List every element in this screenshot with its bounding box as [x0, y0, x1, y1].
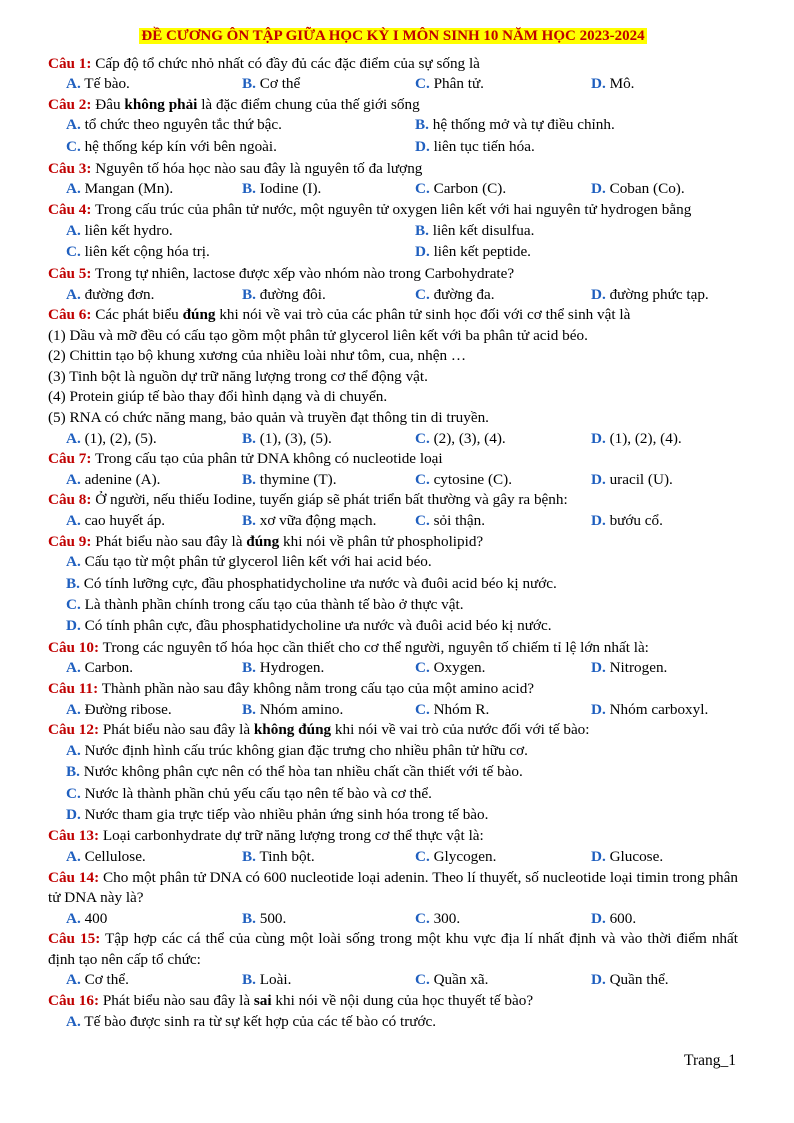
option-label: B. — [242, 75, 256, 93]
option-label: C. — [415, 180, 430, 198]
question-12: Câu 12: Phát biểu nào sau đây là không đúng khi nói về vai trò của nước đối với tế bào: — [48, 721, 590, 739]
options-row — [48, 511, 738, 532]
option-label: A. — [66, 116, 81, 134]
question-number: Câu 14: — [48, 868, 100, 886]
option-label: C. — [415, 429, 430, 447]
option-label: C. — [415, 285, 430, 303]
option-d: D. Có tính phân cực, đầu phosphatidycholine ưa nước và đuôi acid béo kị nước. — [66, 617, 552, 635]
question-11: Câu 11: Thành phần nào sau đây không nằm trong cấu tạo của một amino acid? — [48, 679, 535, 697]
question-number: Câu 4: — [48, 200, 92, 218]
option-label: A. — [66, 180, 81, 198]
options-row — [48, 909, 738, 930]
options-row — [48, 221, 738, 243]
option-b: B. hệ thống mở và tự điều chỉnh. — [415, 116, 615, 134]
option-label: B. — [242, 909, 256, 927]
question-number: Câu 1: — [48, 54, 92, 72]
option-d: D. Mô. — [591, 75, 635, 93]
option-label: C. — [415, 700, 430, 718]
option-d: D. Nhóm carboxyl. — [591, 700, 709, 718]
question-number: Câu 2: — [48, 95, 92, 113]
option-b: B. Iodine (I). — [242, 180, 322, 198]
option-label: B. — [242, 470, 256, 488]
option-a: A. Tế bào. — [66, 75, 130, 93]
option-label: D. — [591, 429, 606, 447]
statement-5: (5) RNA có chức năng mang, bảo quản và truyền đạt thông tin di truyền. — [48, 409, 489, 427]
option-label: D. — [591, 75, 606, 93]
option-label: B. — [242, 285, 256, 303]
question-1: Câu 1: Cấp độ tổ chức nhỏ nhất có đầy đủ các đặc điểm của sự sống là — [48, 54, 480, 72]
option-label: C. — [66, 138, 81, 156]
options-row — [48, 470, 738, 491]
question-14: Câu 14: Cho một phân tử DNA có 600 nucleotide loại adenin. Theo lí thuyết, số nucleotide loại timin trong phân tử DNA này là? — [48, 868, 738, 907]
option-a: A. Mangan (Mn). — [66, 180, 174, 198]
statement-1: (1) Dầu và mỡ đều có cấu tạo gồm một phân tử glycerol liên kết với ba phân tử acid béo. — [48, 326, 588, 344]
question-7: Câu 7: Trong cấu tạo của phân tử DNA không có nucleotide loại — [48, 450, 443, 468]
exam-page — [48, 26, 738, 1033]
option-label: A. — [66, 470, 81, 488]
option-label: B. — [66, 763, 80, 781]
question-number: Câu 9: — [48, 532, 92, 550]
option-a: A. Cơ thể. — [66, 971, 129, 989]
option-label: B. — [415, 116, 429, 134]
options-row — [48, 970, 738, 991]
option-label: A. — [66, 659, 81, 677]
option-label: C. — [415, 75, 430, 93]
option-c: C. Glycogen. — [415, 847, 497, 865]
option-c: C. (2), (3), (4). — [415, 429, 506, 447]
question-16: Câu 16: Phát biểu nào sau đây là sai khi nói về nội dung của học thuyết tế bào? — [48, 992, 534, 1010]
option-b: B. Loài. — [242, 971, 292, 989]
option-label: C. — [415, 512, 430, 530]
option-c: C. Là thành phần chính trong cấu tạo của thành tế bào ở thực vật. — [66, 596, 464, 613]
question-number: Câu 6: — [48, 306, 92, 324]
question-6: Câu 6: Các phát biểu đúng khi nói về vai trò của các phân tử sinh học đối với cơ thể sinh vật là — [48, 306, 631, 324]
option-label: D. — [415, 138, 430, 156]
option-a: A. liên kết hydro. — [66, 221, 173, 239]
option-c: C. sỏi thận. — [415, 512, 486, 530]
option-label: C. — [66, 596, 81, 613]
option-d: D. uracil (U). — [591, 470, 673, 488]
statement-3: (3) Tinh bột là nguồn dự trữ năng lượng trong cơ thể động vật. — [48, 367, 428, 385]
option-c: C. Nhóm R. — [415, 700, 490, 718]
option-label: B. — [242, 180, 256, 198]
option-b: B. thymine (T). — [242, 470, 337, 488]
option-c: C. đường đa. — [415, 285, 495, 303]
option-a: A. cao huyết áp. — [66, 512, 166, 530]
question-number: Câu 16: — [48, 992, 100, 1010]
option-a: A. Tế bào được sinh ra từ sự kết hợp của các tế bào có trước. — [66, 1012, 437, 1030]
option-c: C. cytosine (C). — [415, 470, 513, 488]
option-d: D. đường phức tạp. — [591, 285, 709, 303]
options-row — [48, 179, 738, 200]
option-label: A. — [66, 847, 81, 865]
option-label: D. — [591, 659, 606, 677]
option-label: D. — [591, 512, 606, 530]
option-label: B. — [242, 512, 256, 530]
option-label: A. — [66, 75, 81, 93]
option-c: C. Oxygen. — [415, 659, 486, 677]
option-b: B. liên kết disulfua. — [415, 221, 535, 239]
option-label: D. — [591, 470, 606, 488]
option-label: D. — [591, 180, 606, 198]
option-a: A. Nước định hình cấu trúc không gian đặc trưng cho nhiều phân tử hữu cơ. — [66, 741, 528, 759]
option-label: A. — [66, 909, 81, 927]
option-b: B. Hydrogen. — [242, 659, 325, 677]
option-b: B. Cơ thể — [242, 75, 301, 93]
option-label: D. — [415, 243, 430, 261]
option-a: A. đường đơn. — [66, 285, 155, 303]
option-d: D. Glucose. — [591, 847, 664, 865]
option-label: C. — [415, 971, 430, 989]
option-d: D. Nước tham gia trực tiếp vào nhiều phản ứng sinh hóa trong tế bào. — [66, 805, 489, 823]
question-number: Câu 11: — [48, 679, 99, 697]
question-number: Câu 8: — [48, 491, 92, 509]
options-row — [48, 74, 738, 95]
option-label: B. — [415, 221, 429, 239]
option-label: D. — [591, 847, 606, 865]
options-row — [48, 658, 738, 679]
option-b: B. 500. — [242, 909, 287, 927]
option-label: C. — [415, 659, 430, 677]
option-label: D. — [591, 971, 606, 989]
option-label: B. — [242, 847, 256, 865]
option-label: A. — [66, 553, 81, 571]
options-row — [48, 115, 738, 137]
option-b: B. Tinh bột. — [242, 847, 315, 865]
question-number: Câu 15: — [48, 930, 101, 948]
option-a: A. Carbon. — [66, 659, 134, 677]
option-label: A. — [66, 221, 81, 239]
option-c: C. liên kết cộng hóa trị. — [66, 243, 210, 261]
question-10: Câu 10: Trong các nguyên tố hóa học cần thiết cho cơ thể người, nguyên tố chiếm tỉ lệ lớn nhất là: — [48, 638, 649, 656]
page-title: ĐỀ CƯƠNG ÔN TẬP GIỮA HỌC KỲ I MÔN SINH 10 NĂM HỌC 2023-2024 — [141, 28, 645, 44]
statement-4: (4) Protein giúp tế bào thay đổi hình dạng và di chuyển. — [48, 388, 388, 406]
option-b: B. Nhóm amino. — [242, 700, 344, 718]
options-row — [48, 137, 738, 159]
option-a: A. Cấu tạo từ một phân tử glycerol liên kết với hai acid béo. — [66, 553, 432, 571]
option-c: C. Quần xã. — [415, 971, 489, 989]
option-label: C. — [415, 847, 430, 865]
option-b: B. Nước không phân cực nên có thể hòa tan nhiều chất cần thiết với tế bào. — [66, 763, 523, 781]
question-number: Câu 3: — [48, 159, 92, 177]
option-c: C. hệ thống kép kín với bên ngoài. — [66, 138, 277, 156]
option-label: C. — [66, 243, 81, 261]
options-row — [48, 429, 738, 450]
option-label: C. — [415, 470, 430, 488]
option-d: D. bướu cổ. — [591, 512, 663, 530]
option-label: B. — [242, 700, 256, 718]
option-label: D. — [591, 700, 606, 718]
page-number: Trang_1 — [684, 1052, 736, 1069]
option-label: D. — [591, 909, 606, 927]
option-d: D. 600. — [591, 909, 637, 927]
option-c: C. 300. — [415, 909, 461, 927]
option-b: B. (1), (3), (5). — [242, 429, 332, 447]
option-label: A. — [66, 971, 81, 989]
option-d: D. (1), (2), (4). — [591, 429, 682, 447]
question-number: Câu 12: — [48, 721, 100, 739]
option-b: B. đường đôi. — [242, 285, 326, 303]
options-row — [48, 242, 738, 264]
option-label: B. — [66, 574, 80, 592]
option-d: D. liên tục tiến hóa. — [415, 138, 535, 156]
option-label: B. — [242, 971, 256, 989]
question-13: Câu 13: Loại carbonhydrate dự trữ năng lượng trong cơ thể thực vật là: — [48, 827, 484, 845]
question-number: Câu 5: — [48, 264, 92, 282]
question-8: Câu 8: Ở người, nếu thiếu Iodine, tuyến giáp sẽ phát triển bất thường và gây ra bệnh: — [48, 491, 568, 509]
question-15: Câu 15: Tập hợp các cá thể của cùng một loài sống trong một khu vực địa lí nhất định và vào thời điểm nhất định tạo nên cấp tổ chức: — [48, 930, 738, 968]
option-label: D. — [66, 617, 81, 635]
option-a: A. adenine (A). — [66, 470, 161, 488]
option-a: A. tổ chức theo nguyên tắc thứ bậc. — [66, 116, 282, 134]
option-label: A. — [66, 741, 81, 759]
options-row — [48, 847, 738, 868]
option-label: A. — [66, 285, 81, 303]
option-label: A. — [66, 1012, 81, 1030]
statement-2: (2) Chittin tạo bộ khung xương của nhiều loài như tôm, cua, nhện … — [48, 347, 467, 365]
option-d: D. Coban (Co). — [591, 180, 685, 198]
option-c: C. Carbon (C). — [415, 180, 507, 198]
question-2: Câu 2: Đâu không phải là đặc điểm chung của thế giới sống — [48, 95, 420, 113]
question-number: Câu 7: — [48, 450, 92, 468]
question-number: Câu 13: — [48, 827, 100, 845]
option-label: A. — [66, 429, 81, 447]
options-row — [48, 700, 738, 721]
question-4: Câu 4: Trong cấu trúc của phân tử nước, một nguyên tử oxygen liên kết với hai nguyên tử hydrogen bằng — [48, 200, 692, 218]
option-label: B. — [242, 429, 256, 447]
option-c: C. Nước là thành phần chủ yếu cấu tạo nên tế bào và cơ thể. — [66, 784, 432, 802]
options-row — [48, 285, 738, 306]
option-label: D. — [66, 805, 81, 823]
option-d: D. Nitrogen. — [591, 659, 668, 677]
option-b: B. xơ vữa động mạch. — [242, 512, 377, 530]
question-number: Câu 10: — [48, 638, 100, 656]
option-a: A. (1), (2), (5). — [66, 429, 157, 447]
option-label: D. — [591, 285, 606, 303]
option-a: A. Đường ribose. — [66, 700, 172, 718]
option-d: D. Quần thể. — [591, 971, 669, 989]
question-5: Câu 5: Trong tự nhiên, lactose được xếp vào nhóm nào trong Carbohydrate? — [48, 264, 515, 282]
option-a: A. Cellulose. — [66, 847, 146, 865]
option-label: A. — [66, 512, 81, 530]
option-label: C. — [66, 784, 81, 802]
option-label: A. — [66, 700, 81, 718]
option-c: C. Phân tử. — [415, 75, 484, 93]
option-label: B. — [242, 659, 256, 677]
question-3: Câu 3: Nguyên tố hóa học nào sau đây là nguyên tố đa lượng — [48, 159, 423, 177]
option-a: A. 400 — [66, 909, 108, 927]
option-b: B. Có tính lưỡng cực, đầu phosphatidycholine ưa nước và đuôi acid béo kị nước. — [66, 574, 557, 592]
option-d: D. liên kết peptide. — [415, 243, 531, 261]
option-label: C. — [415, 909, 430, 927]
question-9: Câu 9: Phát biểu nào sau đây là đúng khi nói về phân tử phospholipid? — [48, 532, 484, 550]
